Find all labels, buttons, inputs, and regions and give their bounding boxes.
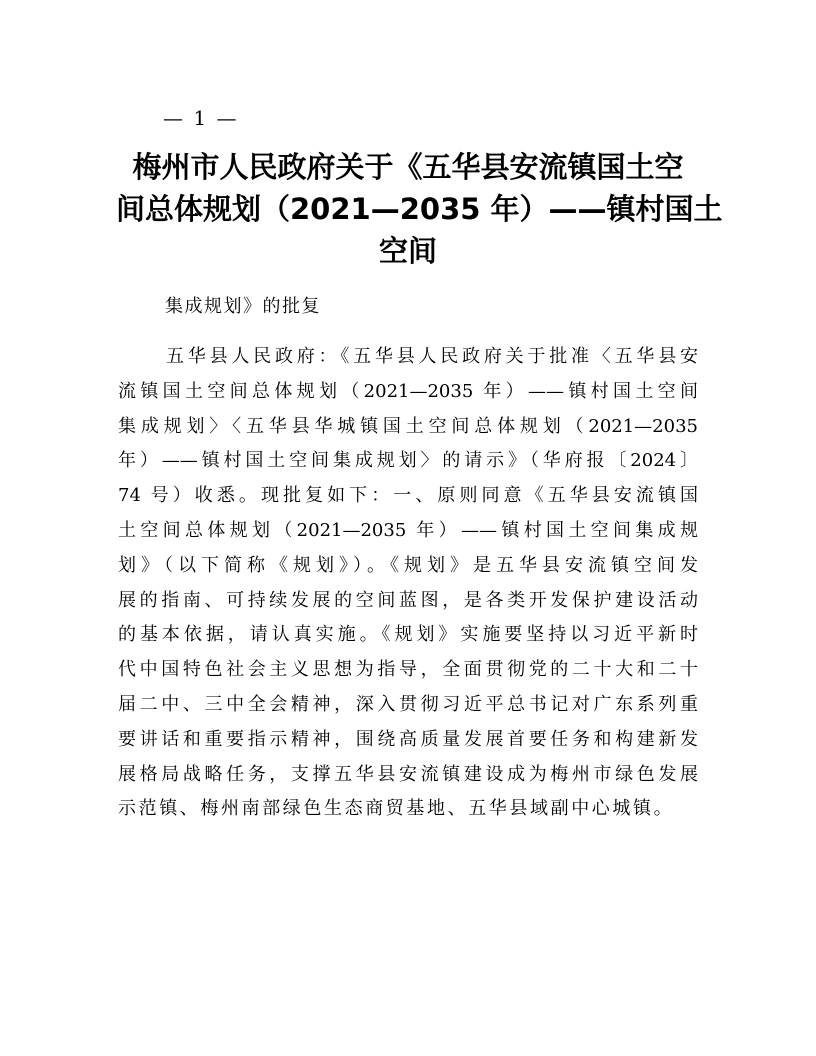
body-line: 74 号）收悉。现批复如下：一、原则同意《五华县安流镇国 xyxy=(118,485,698,507)
body-line: 示范镇、梅州南部绿色生态商贸基地、五华县域副中心城镇。 xyxy=(118,798,675,820)
title-line-3: 空间 xyxy=(378,234,437,268)
body-line: 流镇国土空间总体规划（2021—2035 年）——镇村国土空间 xyxy=(118,380,698,402)
title-continuation: 集成规划》的批复 xyxy=(165,296,321,317)
body-line: 划》（以下简称《规划》）。《规划》是五华县安流镇空间发 xyxy=(118,554,698,576)
body-line: 届二中、三中全会精神，深入贯彻习近平总书记对广东系列重 xyxy=(118,693,698,715)
body-line: 年）——镇村国土空间集成规划〉的请示》（华府报〔2024〕 xyxy=(118,450,698,472)
document-title xyxy=(116,146,723,272)
body-line: 土空间总体规划（2021—2035 年）——镇村国土空间集成规 xyxy=(118,519,698,541)
body-line: 展格局战略任务，支撑五华县安流镇建设成为梅州市绿色发展 xyxy=(118,763,698,785)
body-line: 展的指南、可持续发展的空间蓝图，是各类开发保护建设活动 xyxy=(118,589,698,611)
body-line: 代中国特色社会主义思想为指导，全面贯彻党的二十大和二十 xyxy=(118,659,698,681)
body-line: 集成规划〉〈五华县华城镇国土空间总体规划（2021—2035 xyxy=(118,415,698,437)
title-line-1: 梅州市人民政府关于《五华县安流镇国土空 xyxy=(132,150,684,184)
body-paragraph xyxy=(118,340,698,827)
body-line: 的基本依据，请认真实施。《规划》实施要坚持以习近平新时 xyxy=(118,624,698,646)
page-number: — 1 — xyxy=(163,106,239,130)
body-line: 五华县人民政府：《五华县人民政府关于批准〈五华县安 xyxy=(166,346,698,367)
title-line-2: 间总体规划（2021—2035 年）——镇村国土 xyxy=(116,192,723,226)
body-line: 要讲话和重要指示精神，围绕高质量发展首要任务和构建新发 xyxy=(118,728,698,750)
